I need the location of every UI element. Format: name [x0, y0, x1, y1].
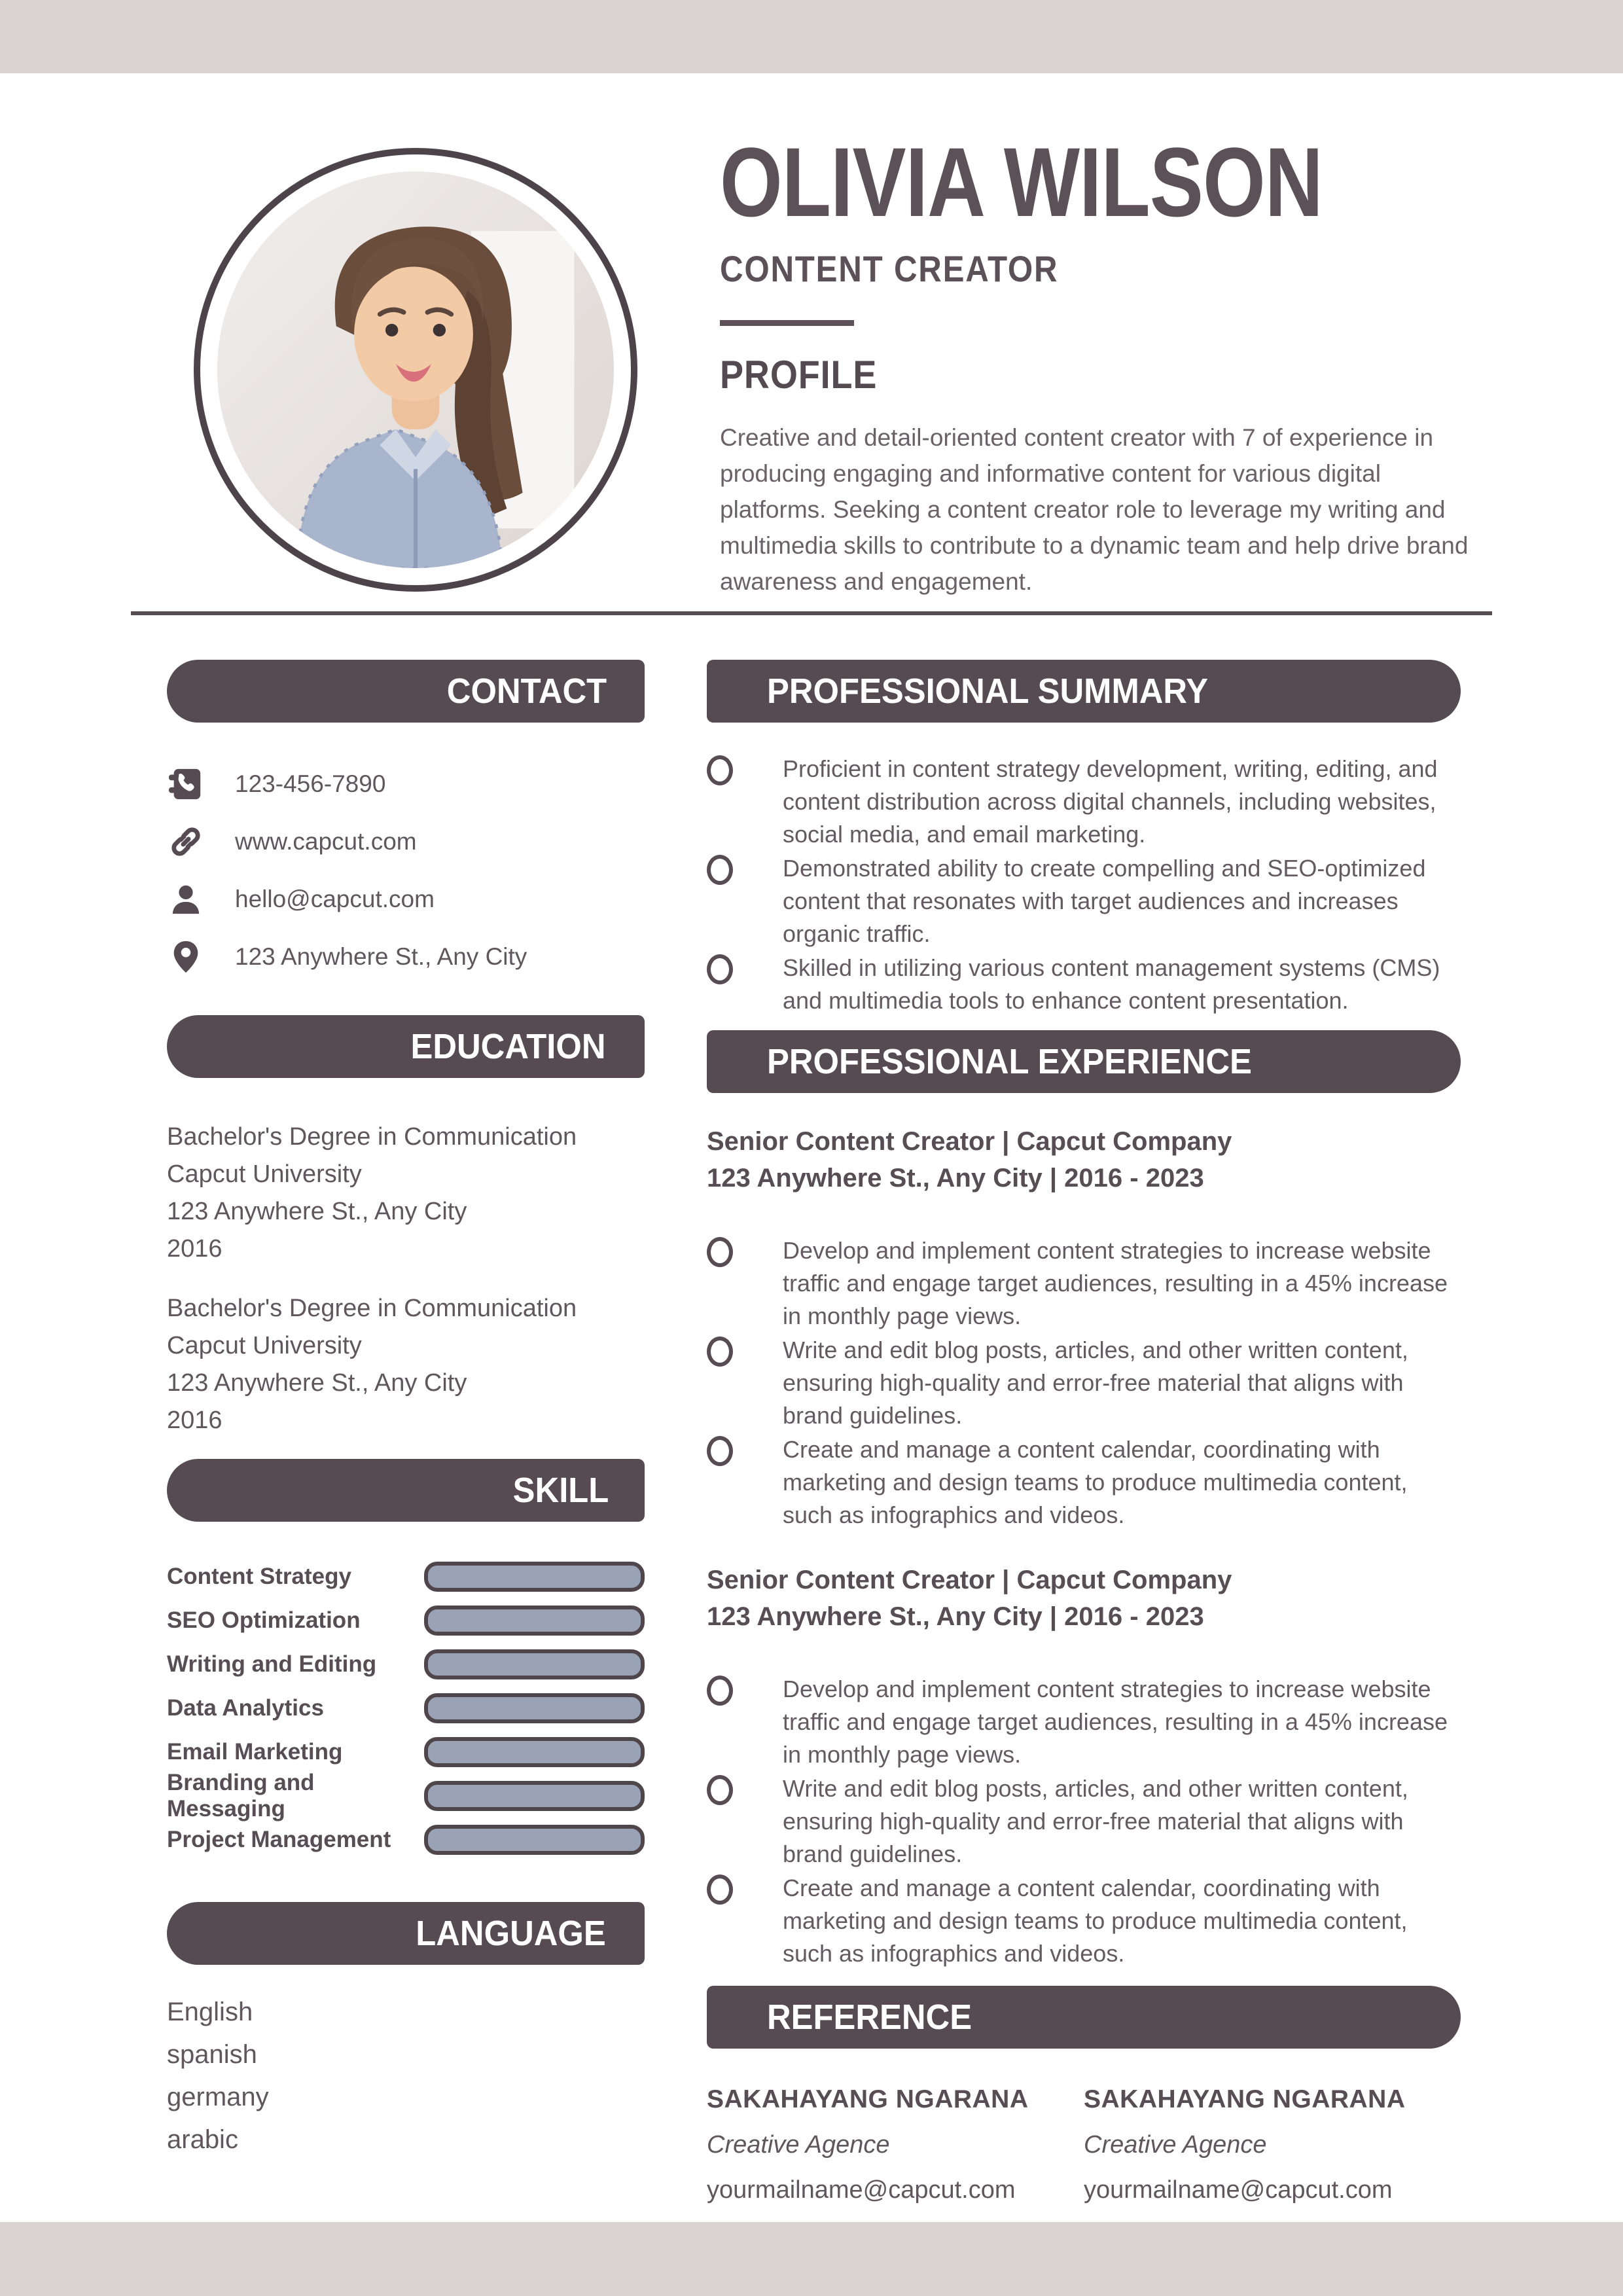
right-column	[707, 660, 1461, 2204]
skill-label: Data Analytics	[167, 1695, 324, 1721]
bullet-text: Write and edit blog posts, articles, and other written content, ensuring high-quality and error-free material that aligns with brand guidelines.	[783, 1775, 1408, 1867]
skill-list	[167, 1554, 645, 1861]
skill-bar	[424, 1737, 645, 1767]
reference-company: Creative Agence	[1084, 2131, 1267, 2159]
reference-section-header	[707, 1986, 1461, 2049]
bullet-circle-icon	[707, 855, 733, 885]
bullet-text: Skilled in utilizing various content management systems (CMS) and multimedia tools to enhance content presentation.	[783, 954, 1440, 1014]
contact-item	[167, 755, 645, 813]
skill-bar	[424, 1693, 645, 1723]
bullet-text: Write and edit blog posts, articles, and other written content, ensuring high-quality and error-free material that aligns with brand guidelines.	[783, 1336, 1408, 1429]
bullet-circle-icon	[707, 755, 733, 785]
education-entry	[167, 1119, 645, 1268]
bullet-text: Create and manage a content calendar, coordinating with marketing and design teams to produce multimedia content, such as infographics and videos.	[783, 1874, 1408, 1967]
phone-icon	[167, 765, 205, 803]
education-address: 123 Anywhere St., Any City	[167, 1369, 467, 1397]
job-title: Senior Content Creator | Capcut Company	[707, 1127, 1232, 1156]
reference-name: SAKAHAYANG NGARANA	[1084, 2085, 1406, 2113]
reference-name: SAKAHAYANG NGARANA	[707, 2085, 1029, 2113]
bullet-item	[707, 1872, 1461, 1970]
profile-photo	[217, 171, 614, 568]
skill-heading: SKILL	[512, 1471, 609, 1510]
education-heading: EDUCATION	[410, 1027, 606, 1066]
link-icon	[167, 823, 205, 861]
skill-row	[167, 1598, 645, 1642]
reference-company: Creative Agence	[707, 2131, 890, 2159]
avatar-illustration	[217, 171, 614, 568]
bullet-circle-icon	[707, 1237, 733, 1267]
bullet-circle-icon	[707, 1874, 733, 1905]
education-school: Capcut University	[167, 1160, 362, 1188]
skill-label: Content Strategy	[167, 1563, 351, 1589]
skill-label: Email Marketing	[167, 1738, 343, 1765]
reference-email: yourmailname@capcut.com	[1084, 2176, 1393, 2204]
education-address: 123 Anywhere St., Any City	[167, 1198, 467, 1225]
person-title: CONTENT CREATOR	[720, 247, 1059, 289]
contact-item	[167, 928, 645, 986]
job-meta: 123 Anywhere St., Any City | 2016 - 2023	[707, 1602, 1204, 1631]
skill-label: Branding and Messaging	[167, 1769, 315, 1821]
bullet-item	[707, 1334, 1461, 1432]
left-column	[167, 660, 645, 2161]
job-title: Senior Content Creator | Capcut Company	[707, 1566, 1232, 1594]
bullet-circle-icon	[707, 954, 733, 984]
top-band	[0, 0, 1623, 73]
skill-bar	[424, 1825, 645, 1855]
bullet-text: Proficient in content strategy development, writing, editing, and content distribution across digital channels, including websites, social media, and email marketing.	[783, 755, 1438, 848]
skill-bar	[424, 1605, 645, 1636]
bullet-item	[707, 753, 1461, 851]
language-item: arabic	[167, 2125, 238, 2154]
reference-heading: REFERENCE	[767, 1998, 972, 2037]
contact-section-header	[167, 660, 645, 723]
skill-row	[167, 1730, 645, 1774]
bullet-text: Develop and implement content strategies to increase website traffic and engage target audiences, resulting in a 45% increase in monthly page views.	[783, 1237, 1448, 1329]
contact-item-text: www.capcut.com	[235, 828, 417, 855]
skill-row	[167, 1769, 645, 1821]
reference-list	[707, 2085, 1461, 2204]
header-divider	[131, 611, 1492, 615]
job-bullet-list	[707, 1673, 1461, 1970]
bullet-item	[707, 952, 1461, 1017]
contact-item-text: 123 Anywhere St., Any City	[235, 943, 527, 970]
language-heading: LANGUAGE	[416, 1914, 606, 1953]
skill-bar	[424, 1649, 645, 1679]
bullet-item	[707, 852, 1461, 950]
experience-section-header	[707, 1030, 1461, 1093]
bullet-item	[707, 1772, 1461, 1871]
contact-item-text: 123-456-7890	[235, 770, 386, 797]
bullet-circle-icon	[707, 1775, 733, 1805]
bullet-circle-icon	[707, 1676, 733, 1706]
skill-bar	[424, 1781, 645, 1811]
contact-heading: CONTACT	[446, 672, 607, 711]
skill-row	[167, 1818, 645, 1861]
contact-list	[167, 755, 645, 986]
profile-text: Creative and detail-oriented content creator with 7 of experience in producing engaging and informative content for various digital platforms. Seeking a content creator role to leverage my writing and multimedia skills to contribute to a dynamic team and help drive brand awareness and engagement.	[720, 423, 1469, 595]
job-meta: 123 Anywhere St., Any City | 2016 - 2023	[707, 1164, 1204, 1193]
skill-section-header	[167, 1459, 645, 1522]
education-list	[167, 1119, 645, 1439]
location-icon	[167, 938, 205, 976]
job-bullet-list	[707, 1234, 1461, 1532]
bullet-circle-icon	[707, 1336, 733, 1367]
job-entry	[707, 1123, 1461, 1532]
reference-entry	[1084, 2085, 1461, 2204]
bullet-item	[707, 1433, 1461, 1532]
contact-item	[167, 813, 645, 870]
job-list	[707, 1123, 1461, 1970]
bullet-text: Demonstrated ability to create compelling and SEO-optimized content that resonates with target audiences and increases organic traffic.	[783, 855, 1426, 947]
experience-heading: PROFESSIONAL EXPERIENCE	[767, 1042, 1252, 1081]
skill-row	[167, 1686, 645, 1730]
education-section-header	[167, 1015, 645, 1078]
contact-item-text: hello@capcut.com	[235, 886, 435, 912]
language-list	[167, 1991, 645, 2161]
education-year: 2016	[167, 1235, 223, 1263]
education-degree: Bachelor's Degree in Communication	[167, 1295, 577, 1322]
education-school: Capcut University	[167, 1332, 362, 1359]
profile-divider	[720, 320, 854, 326]
skill-label: SEO Optimization	[167, 1607, 361, 1633]
reference-email: yourmailname@capcut.com	[707, 2176, 1016, 2204]
profile-heading: PROFILE	[720, 352, 878, 397]
skill-row	[167, 1554, 645, 1598]
contact-item	[167, 870, 645, 928]
bullet-item	[707, 1234, 1461, 1333]
bottom-band	[0, 2222, 1623, 2296]
education-entry	[167, 1290, 645, 1439]
education-degree: Bachelor's Degree in Communication	[167, 1123, 577, 1151]
skill-bar	[424, 1562, 645, 1592]
summary-bullet-list	[707, 753, 1461, 1017]
bullet-text: Create and manage a content calendar, coordinating with marketing and design teams to produce multimedia content, such as infographics and videos.	[783, 1436, 1408, 1528]
summary-heading: PROFESSIONAL SUMMARY	[767, 672, 1209, 711]
language-item: English	[167, 1998, 253, 2026]
job-entry	[707, 1562, 1461, 1970]
bullet-text: Develop and implement content strategies to increase website traffic and engage target audiences, resulting in a 45% increase in monthly page views.	[783, 1676, 1448, 1768]
education-year: 2016	[167, 1407, 223, 1434]
language-item: germany	[167, 2083, 269, 2111]
bullet-circle-icon	[707, 1436, 733, 1466]
skill-row	[167, 1642, 645, 1686]
bullet-item	[707, 1673, 1461, 1771]
reference-entry	[707, 2085, 1084, 2204]
skill-label: Writing and Editing	[167, 1651, 377, 1677]
language-item: spanish	[167, 2040, 257, 2069]
language-section-header	[167, 1902, 645, 1965]
person-icon	[167, 880, 205, 918]
summary-section-header	[707, 660, 1461, 723]
skill-label: Project Management	[167, 1826, 391, 1852]
person-name: OLIVIA WILSON	[720, 127, 1323, 237]
